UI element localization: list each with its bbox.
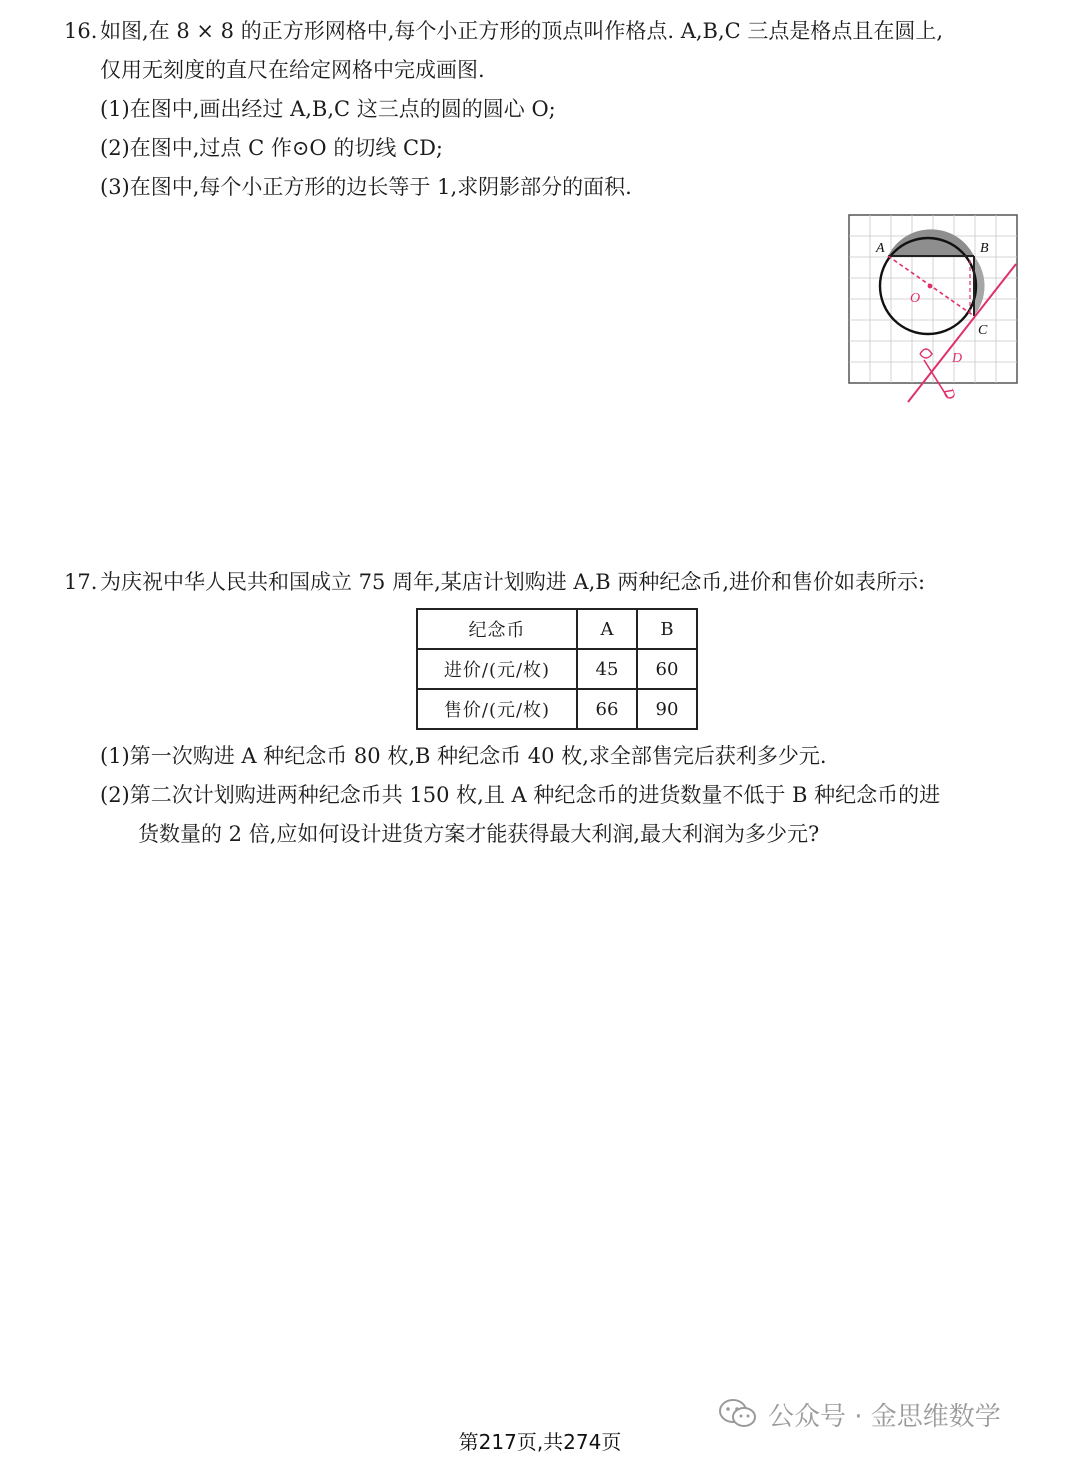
q17-part1: (1)第一次购进 A 种纪念币 80 枚,B 种纪念币 40 枚,求全部售完后获利多少元. [100,744,827,768]
label-o: O [910,291,921,306]
table-header-cell: B [637,609,697,649]
center-point-o [928,284,933,289]
q16-stem-line1: 如图,在 8 × 8 的正方形网格中,每个小正方形的顶点叫作格点. A,B,C 三点是格点且在圆上, [100,19,944,43]
table-row [417,689,697,729]
q17-intro: 为庆祝中华人民共和国成立 75 周年,某店计划购进 A,B 两种纪念币,进价和售价如表所示: [100,570,926,594]
q17-part2-line1: (2)第二次计划购进两种纪念币共 150 枚,且 A 种纪念币的进货数量不低于 B 种纪念币的进 [100,783,941,807]
q17-price-table [416,608,698,730]
table-header-cell: A [577,609,637,649]
table-row [417,649,697,689]
q16-figure [846,212,1022,408]
label-d: D [952,351,963,366]
q16-part1: (1)在图中,画出经过 A,B,C 这三点的圆的圆心 O; [100,97,556,121]
table-cell: 90 [637,689,697,729]
q17-number: 17. [64,570,98,594]
label-b: B [980,241,989,256]
q16-stem-line2: 仅用无刻度的直尺在给定网格中完成画图. [100,58,485,82]
q17-part2-line2: 货数量的 2 倍,应如何设计进货方案才能获得最大利润,最大利润为多少元? [138,822,820,846]
label-c: C [978,323,988,338]
table-cell: 售价/(元/枚) [417,689,577,729]
watermark-text: 公众号 · 金思维数学 [768,1401,1001,1432]
table-cell: 45 [577,649,637,689]
page-footer: 第217页,共274页 [458,1430,622,1454]
q16-number: 16. [64,19,98,43]
label-a: A [876,241,885,256]
q16-part2: (2)在图中,过点 C 作⊙O 的切线 CD; [100,136,443,160]
table-cell: 60 [637,649,697,689]
table-header-row [417,609,697,649]
label-handwritten: D [939,386,958,402]
q16-part3: (3)在图中,每个小正方形的边长等于 1,求阴影部分的面积. [100,175,632,199]
table-cell: 进价/(元/枚) [417,649,577,689]
table-cell: 66 [577,689,637,729]
table-header-cell: 纪念币 [417,609,577,649]
handwritten-loop [920,349,932,358]
